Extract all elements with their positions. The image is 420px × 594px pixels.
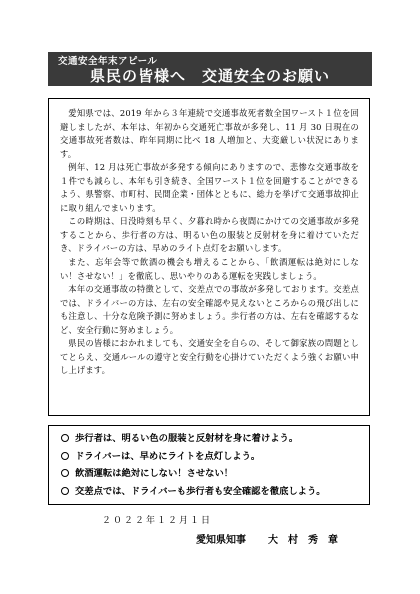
circle-bullet-icon	[61, 487, 69, 495]
header-subtitle: 交通安全年末アピール	[58, 56, 158, 67]
body-paragraph: 例年、12 月は死亡事故が多発する傾向にありますので、悲惨な交通事故を１件でも減らし、本年も引き続き、全国ワースト１位を回避することができるよう、県警察、市町村、民間企業・団体とともに、総力を挙げて交通事故抑止に取り組んでまいります。	[60, 162, 359, 213]
signer-title: 愛知県知事	[196, 535, 246, 546]
slogan-text: ドライバーは、早めにライトを点灯しよう。	[75, 450, 261, 462]
issue-date: ２０２２年１２月１日	[102, 516, 213, 526]
message-body	[48, 98, 370, 416]
body-paragraph: 愛知県では、2019 年から３年連続で交通事故死者数全国ワースト１位を回避しましたが、本年は、年初から交通死亡事故が多発し、11 月 30 日現在の交通事故死者数は、昨年同期に比べ 18 人増加と、大変厳しい状況にあります。	[60, 108, 359, 159]
slogan-text: 歩行者は、明るい色の服装と反射材を身に着けよう。	[75, 433, 299, 444]
signer-name: 大村秀章	[268, 535, 348, 546]
slogan-text: 飲酒運転は絶対にしない！させない！	[75, 468, 234, 479]
signature-line	[196, 531, 348, 546]
header-banner	[48, 52, 372, 86]
body-paragraph: 県民の皆様におかれましても、交通安全を自らの、そして御家族の問題としてとらえ、交通ルールの遵守と安全行動を心掛けていただくよう強くお願い申し上げます。	[60, 338, 359, 376]
body-paragraph: この時期は、日没時刻も早く、夕暮れ時から夜間にかけての交通事故が多発することから、歩行者の方は、明るい色の服装と反射材を身に着けていただき、ドライバーの方は、早めのライト点灯をお願いします。	[60, 216, 359, 254]
circle-bullet-icon	[61, 469, 69, 477]
circle-bullet-icon	[61, 452, 69, 460]
page-title: 県民の皆様へ 交通安全のお願い	[89, 67, 330, 85]
body-paragraph: 本年の交通事故の特徴として、交差点での事故が多発しております。交差点では、ドライバーの方は、左右の安全確認や見えないところからの飛び出しにも注意し、十分な危険予測に努めましょう。歩行者の方は、左右を確認するなど、安全行動に努めましょう。	[60, 284, 359, 335]
slogan-item	[61, 430, 369, 448]
slogan-box	[48, 425, 370, 505]
slogan-item	[61, 465, 369, 483]
slogan-item	[61, 448, 369, 466]
slogan-text: 交差点では、ドライバーも歩行者も安全確認を徹底しよう。	[75, 485, 326, 497]
slogan-item	[61, 483, 369, 501]
circle-bullet-icon	[61, 434, 69, 442]
body-paragraph: また、忘年会等で飲酒の機会も増えることから、「飲酒運転は絶対にしない！させない！」を徹底し、思いやりのある運転を実践しましょう。	[60, 257, 359, 281]
